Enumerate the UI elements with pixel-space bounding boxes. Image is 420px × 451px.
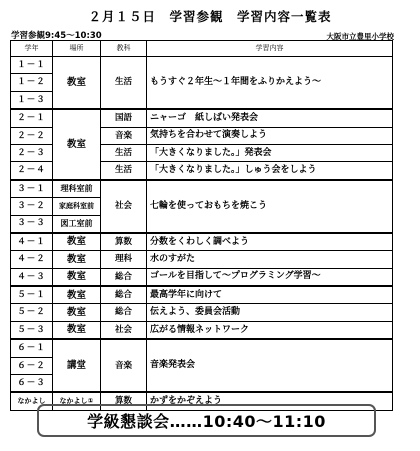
header-subject: 教科 [101, 41, 147, 57]
table-row [11, 109, 393, 127]
class-cell: １－２ [11, 74, 53, 91]
header-grade: 学年 [11, 41, 53, 57]
subject-cell: 音楽 [101, 127, 147, 144]
place-cell: 教室 [53, 321, 101, 339]
place-cell: なかよし① [53, 392, 101, 410]
content-cell: 「大きくなりました。」発表会 [147, 144, 393, 161]
class-cell: ６－１ [11, 339, 53, 357]
place-cell: 教室 [53, 57, 101, 110]
class-cell: ３－３ [11, 215, 53, 233]
subject-cell: 総合 [101, 304, 147, 321]
class-cell: ５－３ [11, 321, 53, 339]
class-cell: ２－２ [11, 127, 53, 144]
class-cell: ４－３ [11, 268, 53, 286]
table-row [11, 57, 393, 74]
content-cell: 分数をくわしく調べよう [147, 233, 393, 251]
class-cell: ２－４ [11, 162, 53, 180]
class-cell: ２－３ [11, 144, 53, 161]
subject-cell: 生活 [101, 162, 147, 180]
place-cell: 教室 [53, 286, 101, 304]
class-cell: ４－２ [11, 251, 53, 268]
subject-cell: 国語 [101, 109, 147, 127]
table-row [11, 251, 393, 268]
table-row [11, 180, 393, 198]
class-cell: ６－２ [11, 357, 53, 374]
place-cell: 理科室前 [53, 180, 101, 198]
page-title: ２月１５日 学習参観 学習内容一覧表 [88, 9, 332, 24]
class-cell: ６－３ [11, 375, 53, 393]
class-cell: １－１ [11, 57, 53, 74]
subject-cell: 算数 [101, 392, 147, 410]
class-cell: なかよし [11, 392, 53, 410]
table-row [11, 304, 393, 321]
school-name: 大阪市立豊里小学校 [326, 32, 394, 41]
class-cell: ３－１ [11, 180, 53, 198]
content-cell: ゴールを目指して～プログラミング学習～ [147, 268, 393, 286]
place-cell: 講堂 [53, 339, 101, 392]
content-cell: 水のすがた [147, 251, 393, 268]
subject-cell: 生活 [101, 57, 147, 110]
content-cell: 「大きくなりました。」しゅう会をしよう [147, 162, 393, 180]
class-cell: ３－２ [11, 198, 53, 215]
content-cell: 伝えよう、委員会活動 [147, 304, 393, 321]
table-row [11, 321, 393, 339]
subject-cell: 算数 [101, 233, 147, 251]
header-place: 場所 [53, 41, 101, 57]
place-cell: 教室 [53, 304, 101, 321]
table-row [11, 233, 393, 251]
content-cell: もうすぐ２年生～１年間をふりかえよう～ [147, 57, 393, 110]
subject-cell: 理科 [101, 251, 147, 268]
class-cell: １－３ [11, 91, 53, 109]
place-cell: 教室 [53, 109, 101, 180]
place-cell: 教室 [53, 251, 101, 268]
class-cell: ５－１ [11, 286, 53, 304]
content-cell: 気持ちを合わせて演奏しよう [147, 127, 393, 144]
content-cell: ニャーゴ 紙しばい発表会 [147, 109, 393, 127]
class-cell: ５－２ [11, 304, 53, 321]
class-meeting-box [37, 404, 376, 437]
content-cell: 広がる情報ネットワーク [147, 321, 393, 339]
subject-cell: 総合 [101, 286, 147, 304]
content-cell: 最高学年に向けて [147, 286, 393, 304]
place-cell: 家庭科室前 [53, 198, 101, 215]
header-content: 学習内容 [147, 41, 393, 57]
table-header-row [11, 41, 393, 57]
subject-cell: 社会 [101, 321, 147, 339]
subject-cell: 総合 [101, 268, 147, 286]
class-cell: ４－１ [11, 233, 53, 251]
subject-cell: 社会 [101, 180, 147, 233]
schedule-table [10, 40, 393, 411]
place-cell: 図工室前 [53, 215, 101, 233]
subject-cell: 生活 [101, 144, 147, 161]
place-cell: 教室 [53, 233, 101, 251]
class-cell: ２－１ [11, 109, 53, 127]
place-cell: 教室 [53, 268, 101, 286]
content-cell: かずをかぞえよう [147, 392, 393, 410]
table-row [11, 339, 393, 357]
subject-cell: 音楽 [101, 339, 147, 392]
table-row [11, 286, 393, 304]
content-cell: 七輪を使っておもちを焼こう [147, 180, 393, 233]
class-meeting-text: 学級懇談会……10:40～11:10 [87, 412, 326, 431]
visit-time: 学習参観9:45～10:30 [11, 31, 102, 41]
table-row [11, 268, 393, 286]
content-cell: 音楽発表会 [147, 339, 393, 392]
